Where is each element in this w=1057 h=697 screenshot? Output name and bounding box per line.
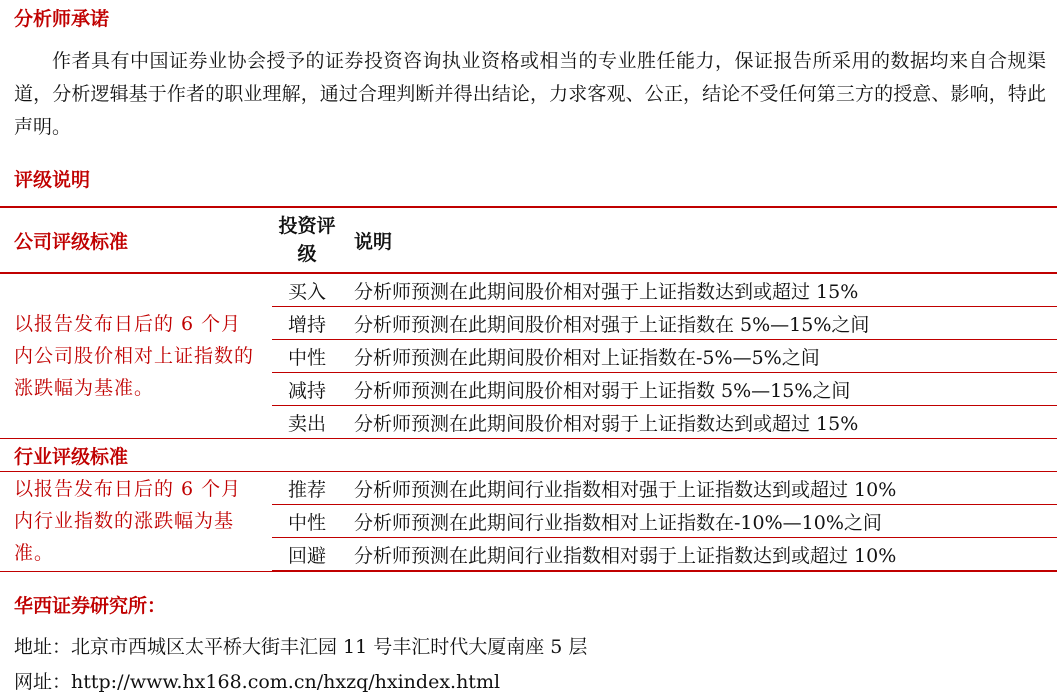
- rating-code: 中性: [272, 340, 342, 373]
- industry-standard-row: [0, 439, 1057, 472]
- rating-description: 分析师预测在此期间行业指数相对强于上证指数达到或超过 10%: [342, 472, 1057, 505]
- rating-description: 分析师预测在此期间股价相对弱于上证指数达到或超过 15%: [342, 406, 1057, 439]
- rating-code: 卖出: [272, 406, 342, 439]
- rating-code-header: 投资评级: [272, 207, 342, 273]
- rating-description: 分析师预测在此期间股价相对上证指数在-5%—5%之间: [342, 340, 1057, 373]
- industry-basis-text: 以报告发布日后的 6 个月内行业指数的涨跌幅为基准。: [0, 472, 272, 572]
- rating-description: 分析师预测在此期间股价相对强于上证指数达到或超过 15%: [342, 273, 1057, 307]
- rating-description: 分析师预测在此期间股价相对弱于上证指数 5%—15%之间: [342, 373, 1057, 406]
- industry-rating-row: [0, 472, 1057, 505]
- rating-description: 分析师预测在此期间股价相对强于上证指数在 5%—15%之间: [342, 307, 1057, 340]
- institute-address: 地址：北京市西城区太平桥大街丰汇园 11 号丰汇时代大厦南座 5 层: [14, 636, 588, 658]
- rating-code: 买入: [272, 273, 342, 307]
- institute-website[interactable]: 网址：http://www.hx168.com.cn/hxzq/hxindex.html: [14, 671, 501, 693]
- rating-explanation-heading: 评级说明: [14, 169, 91, 191]
- rating-code: 回避: [272, 538, 342, 572]
- rating-description: 分析师预测在此期间行业指数相对弱于上证指数达到或超过 10%: [342, 538, 1057, 572]
- company-basis-text: 以报告发布日后的 6 个月内公司股价相对上证指数的涨跌幅为基准。: [0, 273, 272, 439]
- rating-description: 分析师预测在此期间行业指数相对上证指数在-10%—10%之间: [342, 505, 1057, 538]
- analyst-commitment-body: 作者具有中国证券业协会授予的证券投资咨询执业资格或相当的专业胜任能力，保证报告所采用的数据均来自合规渠道，分析逻辑基于作者的职业理解，通过合理判断并得出结论，力求客观、公正，结论不受任何第三方的授意、影响，特此声明。: [14, 50, 1046, 138]
- rating-table: [0, 206, 1057, 572]
- description-header: 说明: [342, 207, 1057, 273]
- company-standard-label: 公司评级标准: [0, 207, 272, 273]
- rating-code: 增持: [272, 307, 342, 340]
- rating-code: 推荐: [272, 472, 342, 505]
- analyst-commitment-heading: 分析师承诺: [14, 8, 110, 30]
- institute-heading: 华西证券研究所：: [14, 595, 167, 617]
- industry-standard-label: 行业评级标准: [0, 439, 272, 472]
- rating-table-header: [0, 207, 1057, 273]
- rating-code: 中性: [272, 505, 342, 538]
- company-rating-row: [0, 273, 1057, 307]
- rating-code: 减持: [272, 373, 342, 406]
